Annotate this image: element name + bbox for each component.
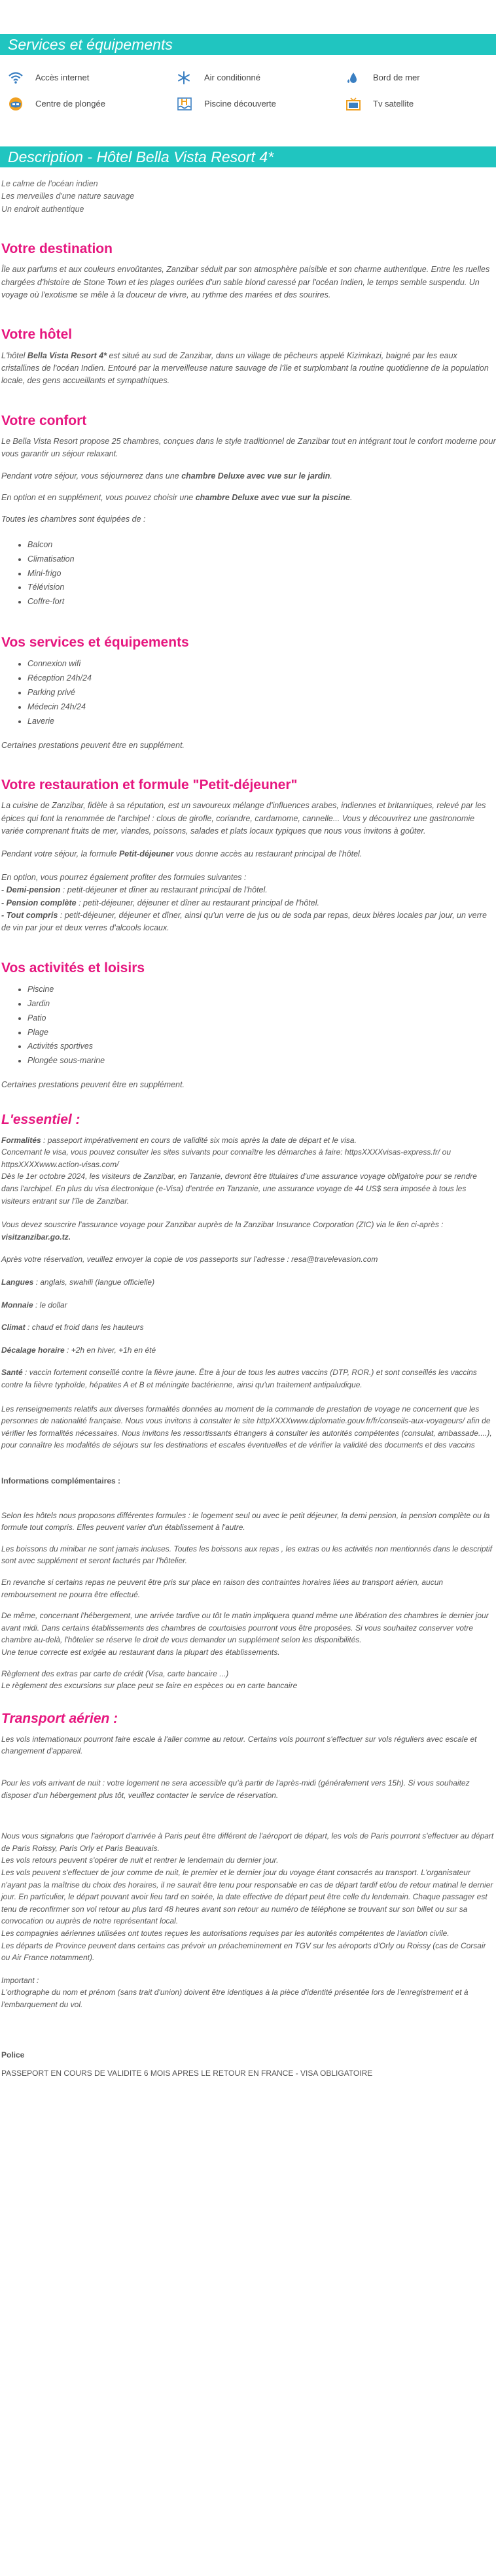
restauration-options [1, 872, 496, 935]
list-item: • Connexion wifi [27, 657, 496, 671]
langues-label: Langues [1, 1278, 34, 1287]
confort-room-option: chambre Deluxe avec vue sur la piscine [195, 493, 350, 503]
transport-p5: Les vols peuvent s'effectuer de jour comme de nuit, le premier et le dernier jour du voyage étant consacrés au transport. L'organisateur n'ayant pas la maîtrise du choix des horaires, il ne saurait être tenu pour responsable en cas de départ tardif et/ou de retour matinal le dernier jour. En particulier, le départ pouvant avoir lieu tard en soirée, la date effective de départ peut être celle du lendemain. Chaque passager est tenu de reconfirmer son vol retour au plus tard 48 heures avant son retour au numéro de téléphone se trouvant sur son billet ou sur sa convocation ou auprès de notre représentant local. [1, 1868, 493, 1926]
police-title: Police [1, 2050, 25, 2059]
restauration-heading: Votre restauration et formule "Petit-déjeuner" [1, 777, 298, 793]
service-item-tv [338, 97, 496, 111]
service-label: Accès internet [35, 72, 90, 82]
hotel-name: Bella Vista Resort 4* [27, 350, 107, 360]
list-item: • Patio [27, 1011, 496, 1026]
room-equipment-list [27, 538, 496, 609]
option-text: : petit-déjeuner, déjeuner et dîner, ainsi qu'un verre de jus ou de soda par repas, deux bières locales par jour, un verre de vin par jour et deux verres d'alcools locaux. [1, 910, 487, 933]
restauration-p1: La cuisine de Zanzibar, fidèle à sa réputation, est un savoureux mélange d'influences arabes, indiennes et britanniques, relevé par les épices qui font la renommée de l'archipel : clous de girofle, coriandre, cardamome, cannelle... Vous y découvrirez une gastronomie variée comprenant fruits de mer, viandes, poissons, salades et plats locaux typiques que nous vous invitons à goûter. [1, 801, 486, 836]
service-label: Bord de mer [373, 72, 420, 82]
monnaie-label: Monnaie [1, 1300, 33, 1310]
important [1, 1974, 496, 2011]
infos-title: Informations complémentaires : [1, 1476, 121, 1485]
service-label: Piscine découverte [204, 98, 276, 109]
description-bar [0, 146, 496, 167]
important-label: Important : [1, 1975, 39, 1985]
decalage-label: Décalage horaire [1, 1345, 65, 1355]
infos-p1: Selon les hôtels nous proposons différentes formules : le logement seul ou avec le petit déjeuner, la demi pension, la pension complète ou la formule tout compris. Elles peuvent varier d'un établissement à l'autre. [1, 1510, 490, 1533]
infos-p4-text: De même, concernant l'hébergement, une arrivée tardive ou tôt le matin impliquera quand même une libération des chambres le dernier jour avant midi. Dans certains établissements des chambres de courtoisies pourront vous être proposées. Si vous souhaitez conserver votre chambre au-delà, l'hôtelier se réserve le droit de vous demander un supplément selon les disponibilités. [1, 1611, 489, 1645]
formalites-visa: Concernant le visa, vous pouvez consulter les sites suivants pour connaître les démarches à faire: httpsXXXXvisas-express.fr/ ou httpsXXXXwww.action-visas.com/ [1, 1147, 451, 1169]
formalites-label: Formalités [1, 1135, 41, 1145]
decalage [1, 1344, 496, 1357]
infos-p2: Les boissons du minibar ne sont jamais incluses. Toutes les boissons aux repas , les extras ou les activités non mentionnés dans le descriptif sont avec supplément et seront facturés par l'hôtelier. [1, 1544, 492, 1566]
hotel-text-post: est situé au sud de Zanzibar, dans un village de pêcheurs appelé Kizimkazi, baigné par les eaux cristallines de l'océan Indien. Entouré par la merveilleuse nature sauvage de l'île et surplombant la routine quotidienne de la population locale, des gens accueillants et sympathiques. [1, 350, 489, 386]
transport-p7: Les départs de Province peuvent dans certains cas prévoir un préacheminement en TGV sur les aéroports d'Orly ou Roissy (cas de Corsair ou Air France notamment). [1, 1940, 486, 1963]
infos-p4 [1, 1610, 496, 1658]
formalites-insurance: Dès le 1er octobre 2024, les visiteurs de Zanzibar, en Tanzanie, devront être titulaires d'une assurance voyage obligatoire pour se rendre dans l'archipel. En plus du visa électronique (e-Visa) d'entrée en Tanzanie, une assurance voyage de 44 US$ sera imposée à tous les visiteurs entrant sur l'île de Zanzibar. [1, 1172, 477, 1206]
assurance-link[interactable]: visitzanzibar.go.tz. [1, 1232, 71, 1242]
confort-p3-pre: En option et en supplément, vous pouvez choisir une [1, 493, 196, 503]
copie-passeports: Après votre réservation, veuillez envoyer la copie de vos passeports sur l'adresse : resa@travelevasion.com [1, 1255, 378, 1264]
list-item: • Télévision [27, 581, 496, 595]
climat-text: : chaud et froid dans les hauteurs [25, 1323, 144, 1332]
option-label: - Demi-pension [1, 885, 61, 895]
services-grid [0, 71, 496, 111]
infos-heading [1, 1475, 496, 1487]
transport-p3: Nous vous signalons que l'aéroport d'arrivée à Paris peut être différent de l'aéroport de départ, les vols de Paris pourront s'effectuer au départ de Paris Roissy, Paris Orly et Paris Beauvais. [1, 1831, 494, 1853]
infos-p3: En revanche si certains repas ne peuvent être pris sur place en raison des contraintes horaires liées au transport aérien, aucun remboursement ne pourra être effectué. [1, 1577, 444, 1599]
confort-room-standard: chambre Deluxe avec vue sur le jardin [181, 471, 330, 481]
snowflake-icon [177, 71, 195, 85]
sante [1, 1366, 496, 1391]
monnaie-text: : le dollar [33, 1300, 67, 1310]
confort-p4: Toutes les chambres sont équipées de : [1, 515, 146, 524]
formalites [1, 1134, 496, 1208]
confort-p2-pre: Pendant votre séjour, vous séjournerez dans une [1, 471, 182, 481]
climat-label: Climat [1, 1323, 26, 1332]
option-text: : petit-déjeuner et dîner au restaurant principal de l'hôtel. [60, 885, 268, 895]
infos-p6 [1, 1668, 496, 1692]
services-bar-title: Services et équipements [8, 36, 173, 53]
description-content [0, 178, 496, 2080]
police-text: PASSEPORT EN COURS DE VALIDITE 6 MOIS APRES LE RETOUR EN FRANCE - VISA OBLIGATOIRE [1, 2069, 373, 2078]
confort-p3 [1, 492, 496, 504]
service-item-seaside [338, 71, 496, 85]
intro-line: Les merveilles d'une nature sauvage [1, 192, 135, 201]
confort-p2 [1, 470, 496, 483]
sante-text: : vaccin fortement conseillé contre la fièvre jaune. Être à jour de tous les autres vaccins (DTP, ROR.) et sont conseillés les vaccins contre la fièvre typhoïde, hépatites A et B et méningite bactérienne, ainsi qu'un traitement antipaludique. [1, 1368, 477, 1389]
list-item: • Balcon [27, 538, 496, 552]
option-label: - Pension complète [1, 898, 77, 907]
infos-p6-text: Règlement des extras par carte de crédit (Visa, carte bancaire ...) [1, 1669, 229, 1678]
intro-lines [1, 178, 496, 216]
activites-note: Certaines prestations peuvent être en supplément. [1, 1080, 185, 1090]
list-item: • Médecin 24h/24 [27, 700, 496, 715]
list-item: • Piscine [27, 983, 496, 997]
intro-line: Un endroit authentique [1, 204, 84, 214]
transport-p2: Pour les vols arrivant de nuit : votre logement ne sera accessible qu'à partir de l'après-midi (généralement vers 15h). Si vous souhaitez disposer d'un hébergement plus tôt, veuillez contacter le service de réservation. [1, 1778, 470, 1800]
assurance-text: Vous devez souscrire l'assurance voyage pour Zanzibar auprès de la Zanzibar Insurance Corporation (ZIC) via le lien ci-après : [1, 1220, 444, 1230]
restauration-options-intro: En option, vous pourrez également profiter des formules suivantes : [1, 872, 247, 882]
hotel-heading: Votre hôtel [1, 327, 73, 343]
service-label: Centre de plongée [35, 98, 105, 109]
list-item: • Mini-frigo [27, 567, 496, 581]
infos-p7-text: Le règlement des excursions sur place peut se faire en espèces ou en carte bancaire [1, 1681, 298, 1691]
list-item: • Plongée sous-marine [27, 1054, 496, 1068]
infos-p5-text: Une tenue correcte est exigée au restaurant dans la plupart des établissements. [1, 1647, 280, 1657]
decalage-text: : +2h en hiver, +1h en été [64, 1345, 156, 1355]
service-item-internet [0, 71, 169, 85]
confort-p1: Le Bella Vista Resort propose 25 chambres, conçues dans le style traditionnel de Zanzibar tout en intégrant tout le confort moderne pour vous garantir un séjour relaxant. [1, 436, 496, 459]
description-bar-title: Description - Hôtel Bella Vista Resort 4* [8, 148, 274, 165]
confort-p3-post: . [349, 493, 353, 503]
activites-list [27, 983, 496, 1068]
restauration-p2 [1, 848, 496, 860]
list-item: • Coffre-fort [27, 595, 496, 609]
water-drop-icon [345, 71, 364, 85]
wifi-icon [8, 71, 26, 85]
diving-icon [8, 97, 26, 111]
confort-p2-post: . [330, 471, 332, 481]
service-item-diving [0, 97, 169, 111]
activites-heading: Vos activités et loisirs [1, 960, 145, 975]
confort-heading: Votre confort [1, 413, 87, 428]
renseignements: Les renseignements relatifs aux diverses formalités données au moment de la commande de prestation de voyage ne concernent que les personnes de nationalité française. Nous vous invitons à consulter le site httpXXXXwww.diplomatie.gouv.fr/fr/conseils-aux-voyageurs/ afin de vérifier les formalités nécessaires. Nous invitons les ressortissants étrangers à consulter les autorités compétentes (consulat, ambassade....), pour connaître les modalités de séjours sur les destinations et escales éventuelles et de vérifier la validité des documents et des vaccins [1, 1404, 492, 1450]
services-list [27, 657, 496, 728]
restauration-p2-pre: Pendant votre séjour, la formule [1, 849, 119, 859]
destination-heading: Votre destination [1, 241, 113, 257]
langues-text: : anglais, swahili (langue officielle) [33, 1278, 155, 1287]
services-heading: Vos services et équipements [1, 635, 189, 651]
list-item: • Plage [27, 1026, 496, 1040]
essentiel-heading: L'essentiel : [1, 1111, 80, 1127]
assurance [1, 1219, 496, 1243]
service-item-aircon [169, 71, 338, 85]
intro-line: Le calme de l'océan indien [1, 179, 98, 188]
hotel-text-pre: L'hôtel [1, 350, 27, 360]
option-text: : petit-déjeuner, déjeuner et dîner au restaurant principal de l'hôtel. [76, 898, 319, 907]
services-note: Certaines prestations peuvent être en supplément. [1, 740, 185, 750]
service-label: Tv satellite [373, 98, 414, 109]
police-heading [1, 2049, 496, 2061]
services-bar [0, 34, 496, 55]
service-item-pool [169, 97, 338, 111]
transport-p6: Les compagnies aériennes utilisées ont toutes reçues les autorisations requises par les autorités compétentes de l'aviation civile. [1, 1929, 450, 1938]
monnaie [1, 1299, 496, 1312]
pool-icon [177, 97, 195, 111]
sante-label: Santé [1, 1368, 23, 1378]
transport-heading: Transport aérien : [1, 1710, 118, 1726]
tv-icon [345, 97, 364, 111]
option-label: - Tout compris [1, 910, 58, 920]
service-label: Air conditionné [204, 72, 260, 82]
langues [1, 1276, 496, 1289]
climat [1, 1321, 496, 1334]
list-item: • Activités sportives [27, 1040, 496, 1054]
restauration-p2-post: vous donne accès au restaurant principal de l'hôtel. [173, 849, 363, 859]
list-item: • Parking privé [27, 686, 496, 700]
transport-p1: Les vols internationaux pourront faire escale à l'aller comme au retour. Certains vols pourront s'effectuer sur vols réguliers avec escale et changement d'appareil. [1, 1734, 477, 1756]
list-item: • Réception 24h/24 [27, 671, 496, 686]
restauration-formula: Petit-déjeuner [118, 849, 174, 859]
transport-block [1, 1830, 496, 1964]
formalites-text: : passeport impérativement en cours de validité six mois après la date de départ et le visa. [41, 1135, 357, 1145]
list-item: • Laverie [27, 715, 496, 729]
list-item: • Jardin [27, 997, 496, 1011]
transport-p4: Les vols retours peuvent s'opérer de nuit et rentrer le lendemain du dernier jour. [1, 1856, 279, 1865]
list-item: • Climatisation [27, 552, 496, 567]
destination-text: Île aux parfums et aux couleurs envoûtantes, Zanzibar séduit par son atmosphère paisible et son charme authentique. Entre les ruelles chargées d'histoire de Stone Town et les plages ourlées d'un sable blond caressé par l'océan Indien, le temps semble suspendu. Un voyage où l'exotisme se mêle à la douceur de vivre, au rythme des marées et des sourires. [1, 265, 490, 300]
important-text: L'orthographe du nom et prénom (sans trait d'union) doivent être identiques à la pièce d'identité présentée lors de l'enregistrement et à l'embarquement du vol. [1, 1988, 469, 2009]
hotel-text [1, 350, 496, 388]
